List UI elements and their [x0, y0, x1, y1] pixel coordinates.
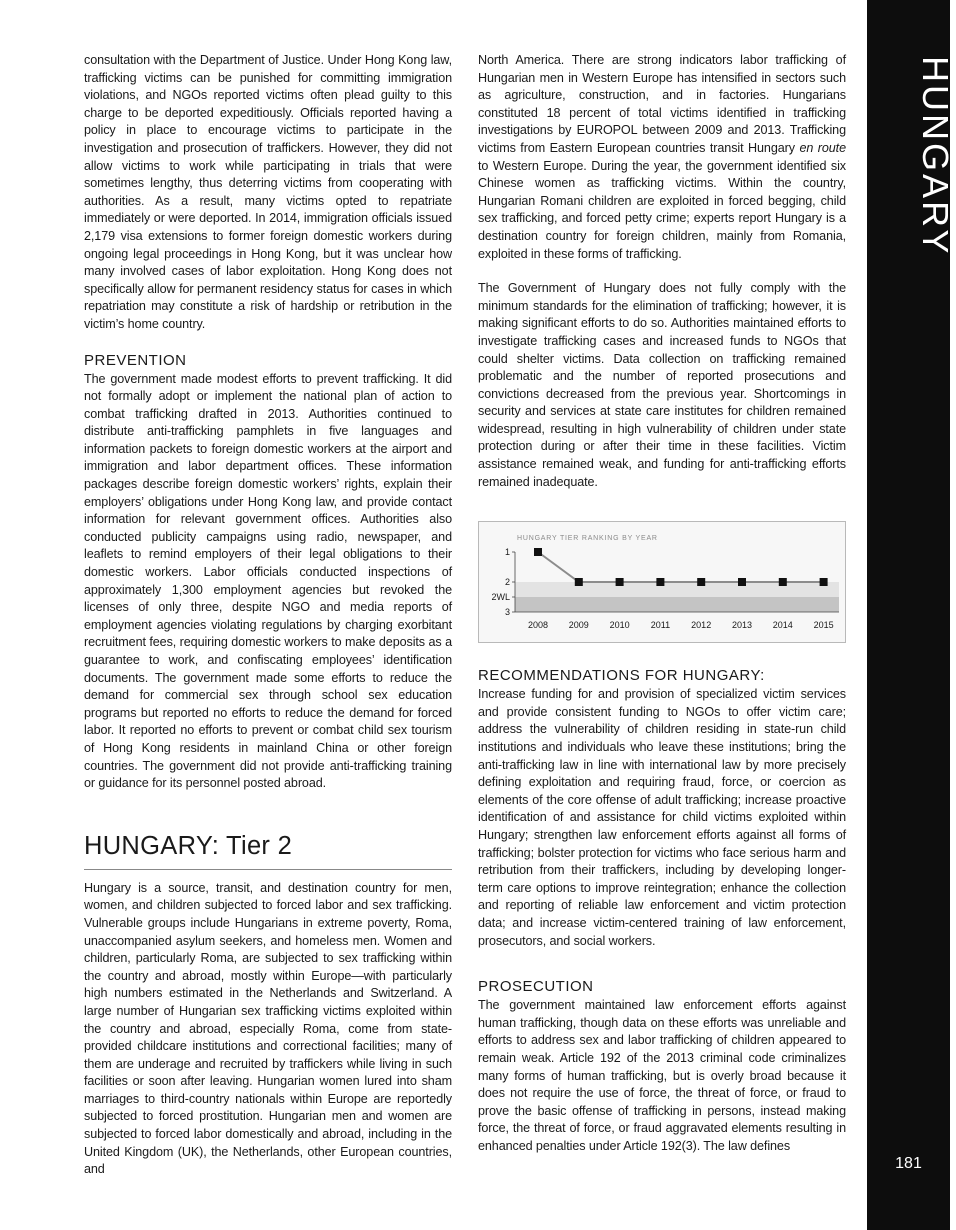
data-point: [656, 578, 664, 586]
right-column: [478, 52, 846, 1156]
country-heading: HUNGARY: Tier 2: [84, 831, 293, 860]
paragraph-prevention: The government made modest efforts to prevent trafficking. It did not formally adopt or implement the national plan of action to combat trafficking drafted in 2013. Authorities continued to distribute anti-trafficking pamphlets in five languages and information packets to foreign domestic workers at the airport and immigration and labor department offices. These information packages describe foreign domestic workers’ rights, explain their employers’ obligations under Hong Kong law, and provide contact information for relevant government offices. Authorities also conducted publicity campaigns using radio, newspaper, and leaflets to remind employers of their legal obligations to their domestic workers. Labor officials conducted inspections of approximately 1,300 employment agencies but revoked the licenses of only three, despite NGO and media reports of employment agencies violating regulations by charging exorbitant recruitment fees, requiring domestic workers to make deposits as a guarantee to work, and confiscating employees’ identification documents. The government made some efforts to reduce the demand for commercial sex through school sex education programs but reported no efforts to reduce the demand for forced labor. It reported no efforts to prevent or combat child sex tourism of Hong Kong residents in mainland China or other foreign countries. The government did not provide anti-trafficking training or guidance for its personnel posted abroad.: [84, 371, 452, 791]
country-heading-block: [84, 831, 452, 870]
x-tick-label: 2010: [609, 620, 630, 631]
x-tick-label: 2015: [813, 620, 834, 631]
profile-italic-en-route: en route: [799, 140, 846, 155]
paragraph-recommendations: Increase funding for and provision of specialized victim services and provide consistent funding to NGOs to offer victim care; address the vulnerability of children residing in state-run child institutions and individuals who leave these institutions; bring the anti-trafficking law in line with international law by more precisely defining exploitation and requiring fraud, force, or coercion as elements of the core offense of adult trafficking; increase proactive identification of and assistance for child victims exploited within Hungary; strengthen law enforcement efforts against all forms of trafficking; bolster protection for victims who face serious harm and retribution from their traffickers, including by developing longer-term care options to improve reintegration; enhance the collection and reporting of reliable law enforcement and victim protection data; and increase victim-centered training of law enforcement, prosecutors, and social workers.: [478, 687, 846, 948]
tier2-band: [515, 582, 839, 597]
series-line: [538, 552, 824, 582]
data-point: [534, 548, 542, 556]
paragraph-government-summary: The Government of Hungary does not fully comply with the minimum standards for the elimination of trafficking; however, it is making significant efforts to do so. Authorities maintained efforts to investigate trafficking cases and increased funds to NGOs that could shelter victims. Data collection on trafficking remained problematic and the number of reported prosecutions and convictions decreased from the previous year. Shortcomings in security and services at state care institutes for children remained widespread, resulting in high vulnerability of children under state protection during or after their time in these facilities. Victim assistance remained weak, and funding for anti-trafficking efforts remained inadequate.: [478, 281, 846, 489]
recommendations-heading: RECOMMENDATIONS FOR HUNGARY:: [478, 667, 765, 685]
y-tick-label: 2: [504, 577, 510, 588]
profile-text-part1: North America. There are strong indicators labor trafficking of Hungarian men in Western Europe has intensified in sectors such as agriculture, construction, and in factories. Hungarians constituted 18 percent of total victims identified in trafficking investigations by EUROPOL between 2009 and 2013. Trafficking victims from Eastern European countries transit Hungary: [478, 53, 846, 155]
chart-title: HUNGARY TIER RANKING BY YEAR: [517, 535, 658, 543]
x-tick-label: 2014: [772, 620, 793, 631]
data-point: [738, 578, 746, 586]
prevention-heading: PREVENTION: [84, 351, 187, 369]
data-point: [697, 578, 705, 586]
paragraph-trafficking-profile: [478, 52, 846, 263]
paragraph-country-intro: Hungary is a source, transit, and destination country for men, women, and children subjected to forced labor and sex trafficking. Vulnerable groups include Hungarians in extreme poverty, Roma, unaccompanied asylum seekers, and homeless men. Women and children, particularly Roma, are subjected to sex trafficking within the country and abroad, mostly within Europe—with particularly high numbers estimated in the Netherlands and Switzerland. A large number of Hungarian sex trafficking victims exploited within the country and abroad, especially Roma, come from state-provided childcare institutions and correctional facilities; many of them are underage and recruited by traffickers while living in such facilities or soon after leaving. Hungarian women lured into sham marriages to third-country nationals within Europe are reportedly subjected to forced prostitution. Hungarian men and women are subjected to forced labor domestically and abroad, including in the United Kingdom (UK), the Netherlands, other European countries, and: [84, 880, 452, 1177]
country-sidebar: [867, 0, 956, 1230]
x-tick-label: 2013: [731, 620, 753, 631]
data-point: [820, 578, 828, 586]
paragraph-victim-protection: consultation with the Department of Justice. Under Hong Kong law, trafficking victims can be punished for committing immigration violations, and NGOs reported victims often plead guilty to this charge to be deported expeditiously. Officials reported having a policy in place to encourage victims to participate in the investigation and prosecution of traffickers. However, they did not allow victims to work while participating in trials that were sometimes lengthy, thus deterring victims from cooperating with authorities. As a result, many victims opted to repatriate immediately or were deported. In 2014, immigration officials issued 2,179 visa extensions to former foreign domestic workers during ongoing legal proceedings in Hong Kong, but it was unclear how many involved cases of labor exploitation. Hong Kong does not specifically allow for permanent residency status for cases in which repatriation may constitute a risk of hardship or retribution in the victim’s home country.: [84, 53, 452, 331]
profile-text-part2: to Western Europe. During the year, the government identified six Chinese women as trafficking victims. Within the country, Hungarian Romani children are exploited in forced begging, child sex trafficking, and forced petty crime; experts report Hungary is a destination country for foreign children, mainly from Romania, exploited in these forms of trafficking.: [478, 158, 846, 261]
x-tick-label: 2008: [527, 620, 549, 631]
data-point: [575, 578, 583, 586]
data-point: [779, 578, 787, 586]
left-column: [84, 52, 452, 1179]
tier-ranking-chart: [478, 521, 846, 643]
prosecution-heading: PROSECUTION: [478, 978, 594, 996]
y-tick-label: 1: [504, 547, 510, 558]
data-point: [616, 578, 624, 586]
paragraph-prosecution: The government maintained law enforcement efforts against human trafficking, though data on these efforts was unreliable and efforts to address sex and labor trafficking of children appeared to remain weak. Article 192 of the 2013 criminal code criminalizes many forms of human trafficking, but is overly broad because it does not require the use of force, the threat of force, or fraud to prove the basic offense of trafficking in persons, instead making force, the threat of force, or fraud aggravated elements resulting in enhanced penalties under Article 192(3). The law defines: [478, 998, 846, 1153]
x-tick-label: 2012: [691, 620, 712, 631]
page-number: 181: [895, 1155, 922, 1172]
chart-canvas: [479, 522, 847, 644]
y-tick-label: 3: [504, 607, 510, 618]
x-tick-label: 2011: [650, 620, 671, 631]
sidebar-country-label: HUNGARY: [915, 56, 956, 257]
tier2wl-band: [515, 597, 839, 612]
y-tick-label: 2WL: [491, 592, 510, 603]
x-tick-label: 2009: [568, 620, 589, 631]
